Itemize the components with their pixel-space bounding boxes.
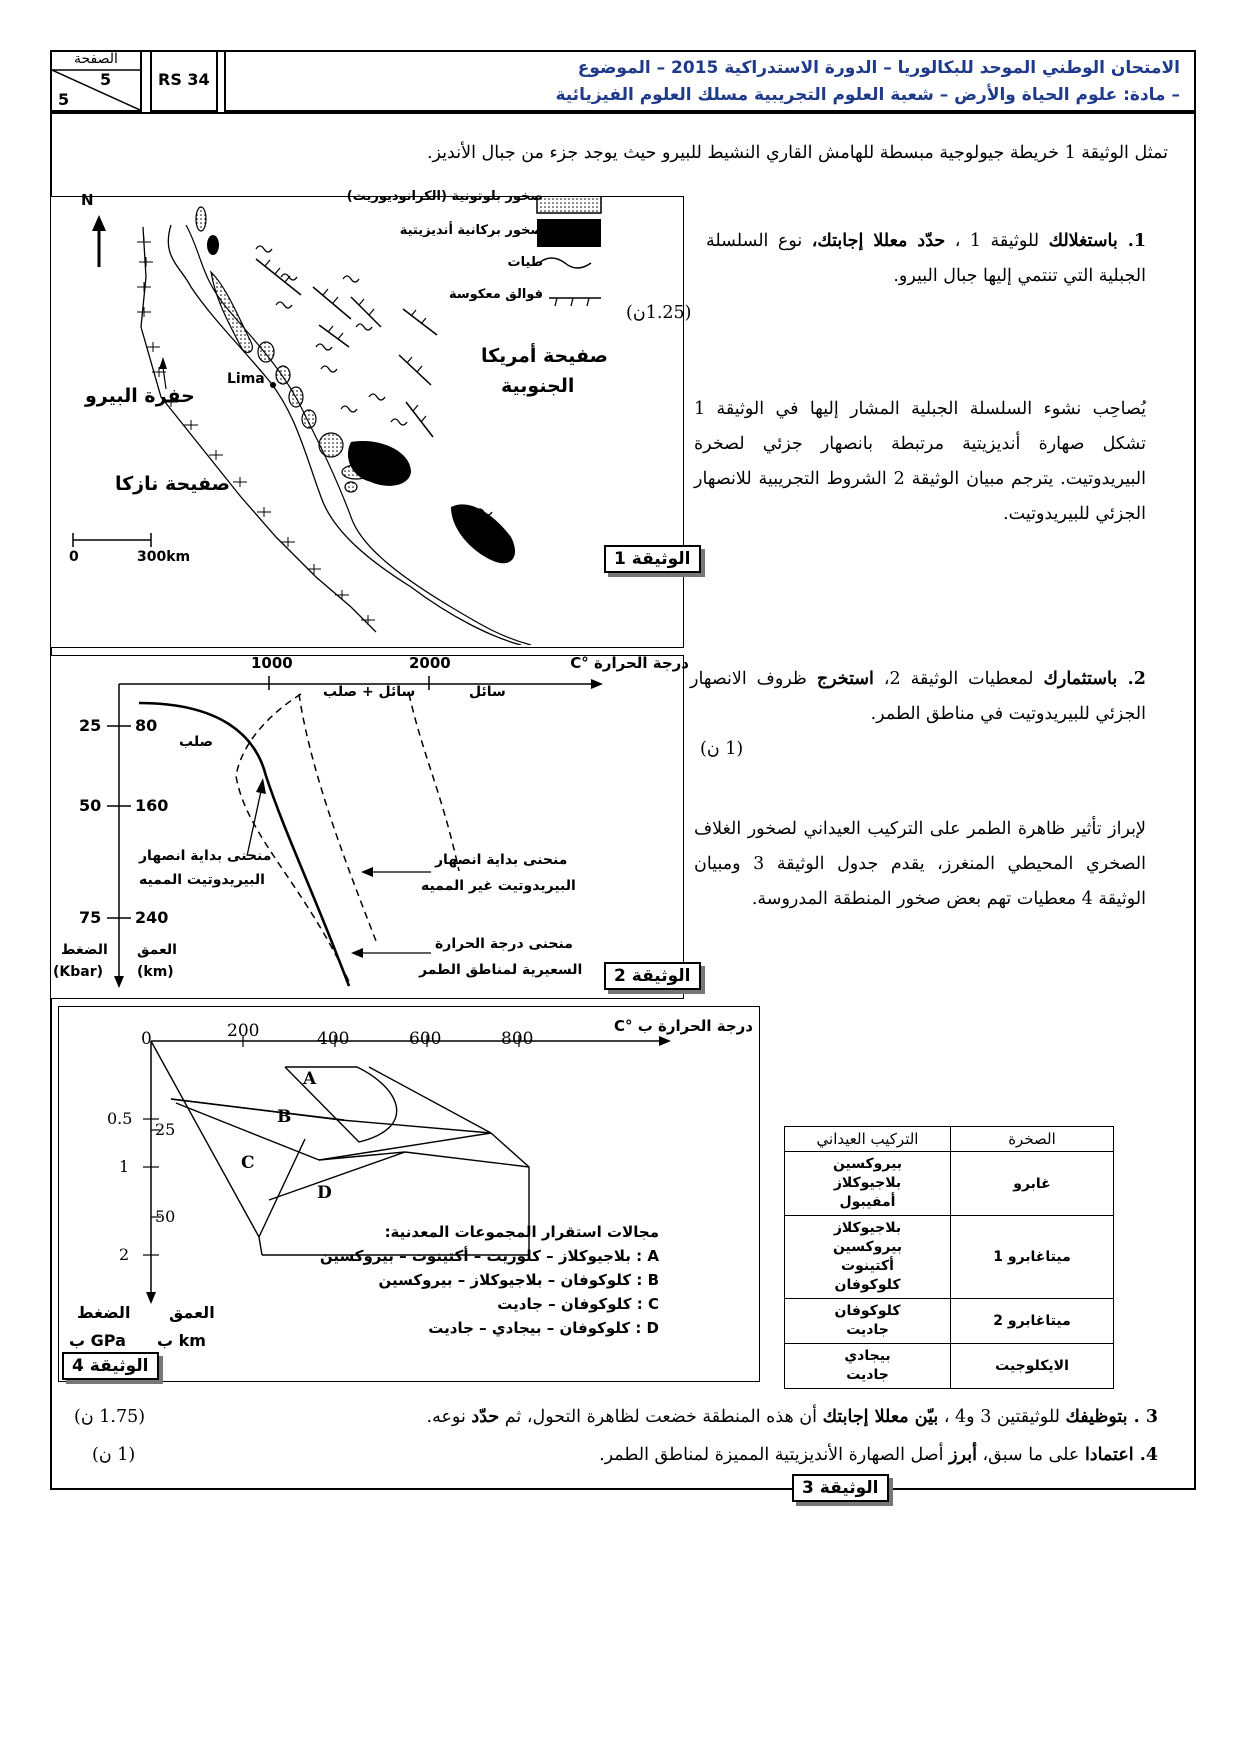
table-row — [785, 1299, 1114, 1344]
doc4-p-05: 0.5 — [107, 1109, 133, 1128]
doc2-d-80: 80 — [135, 716, 158, 735]
header-divider — [50, 112, 1196, 114]
mineral-item: بيجادي — [844, 1348, 891, 1364]
label-south-america-plate-2: الجنوبية — [501, 375, 575, 397]
exam-title-line2: – مادة: علوم الحياة والأرض – شعبة العلوم التجريبية مسلك العلوم الفيزيائية — [555, 85, 1180, 105]
label-peru-trench: حفرة البيرو — [85, 385, 195, 407]
q1-verb: حدّد معللا إجابتك، — [811, 231, 946, 251]
doc2-d-160: 160 — [135, 796, 169, 815]
exam-title-box — [224, 50, 1196, 112]
doc4-legend-b: B : كلوكوفان – بلاجيوكلاز – بيروكسين — [378, 1271, 659, 1289]
question-3 — [427, 1402, 1158, 1432]
doc4-legend-a: A : بلاجيوكلاز – كلوريت – أكتينوت – بيروكسين — [319, 1247, 659, 1265]
doc4-tick-0: 0 — [141, 1029, 152, 1049]
doc4-legend-c: C : كلوكوفان – جاديت — [497, 1295, 659, 1313]
q3-lead: 3 . بتوظيفك — [1065, 1407, 1158, 1427]
doc3-col-composition: التركيب العيداني — [785, 1127, 951, 1152]
doc2-dry-curve-1: منحنى بداية انصهار — [435, 852, 568, 868]
legend-plutonic: صخور بلوتونية (الكرانوديوريت) — [346, 189, 543, 204]
q3-rest2: نوعه. — [426, 1407, 466, 1427]
mineral-item: أمفيبول — [839, 1194, 896, 1210]
q2-points: (1 ن) — [700, 739, 744, 759]
doc3-minerals-cell — [785, 1152, 951, 1216]
mineral-item: جاديت — [846, 1322, 889, 1338]
q2-lead: 2. باستثمارك — [1043, 669, 1146, 689]
q2-verb: استخرج — [816, 669, 874, 689]
doc1-label-wrap — [604, 545, 701, 573]
context-paragraph: يُصاحِب نشوء السلسلة الجبلية المشار إليها في الوثيقة 1 تشكل صهارة أنديزيتية مرتبطة بانصهار جزئي لصخرة البيريدوتيت. يترجم مبيان الوثيقة 2 الشروط التجريبية للانصهار الجزئي للبيريدوتيت. — [694, 399, 1146, 524]
q3-verb: بيّن معللا إجابتك — [822, 1407, 939, 1427]
table-row — [785, 1216, 1114, 1299]
table-row — [785, 1152, 1114, 1216]
doc2-depth: العمق — [137, 942, 177, 958]
q1-rest: نوع السلسلة الجبلية التي تنتمي إليها جبال البيرو. — [706, 231, 1146, 286]
metamorphism-intro: لإبراز تأثير ظاهرة الطمر على التركيب العيداني لصخور الغلاف الصخري المحيطي المنغرز، يقدم جدول الوثيقة 3 ومبيان الوثيقة 4 معطيات تهم بعض صخور المنطقة المدروسة. — [694, 819, 1146, 909]
mineral-item: أكتينوت — [841, 1258, 894, 1274]
doc2-pressure: الضغط — [61, 942, 108, 958]
doc3-minerals-cell — [785, 1216, 951, 1299]
label-lima: Lima — [227, 371, 265, 387]
exam-code-box — [150, 50, 218, 112]
doc2-pressure-unit: (Kbar) — [53, 964, 104, 980]
label-south-america-plate-1: صفيحة أمريكا — [481, 345, 609, 367]
doc4-d-50: 50 — [155, 1207, 176, 1226]
q4-mid: على ما سبق، — [982, 1445, 1080, 1465]
doc4-legend-title: مجالات استقرار المجموعات المعدنية: — [384, 1223, 659, 1241]
scale-300km: 300km — [137, 549, 191, 565]
doc2-p-25: 25 — [79, 716, 102, 735]
doc3-col-rock: الصخرة — [951, 1127, 1114, 1152]
doc2-geotherm-2: السعيرية لمناطق الطمر — [419, 962, 583, 978]
doc4-graph — [58, 1006, 760, 1382]
doc3-rock-cell: ميتاغابرو 1 — [951, 1216, 1114, 1299]
doc4-temp-axis: درجة الحرارة ب °C — [613, 1017, 753, 1035]
doc3-minerals-cell — [785, 1344, 951, 1389]
doc3-rock-cell: الايكلوجيت — [951, 1344, 1114, 1389]
doc3-table — [784, 1126, 1114, 1389]
doc2-solid: صلب — [179, 734, 214, 750]
doc1-map — [50, 189, 684, 648]
q3-points: (1.75 ن) — [74, 1407, 146, 1427]
q4-verb: أبرز — [949, 1445, 977, 1465]
mineral-item: كلوكوفان — [834, 1303, 901, 1319]
doc4-zone-a: A — [303, 1069, 317, 1089]
doc3-minerals-cell — [785, 1299, 951, 1344]
table-row — [785, 1344, 1114, 1389]
q4-rest: أصل الصهارة الأنديزيتية المميزة لمناطق الطمر. — [599, 1445, 944, 1465]
doc2-dry-curve-2: البيريدوتيت غير المميه — [421, 878, 576, 894]
q2-rest: ظروف الانصهار الجزئي للبيريدوتيت في مناطق الطمر. — [690, 669, 1146, 724]
q1-mid: للوثيقة 1 ، — [954, 231, 1040, 251]
doc2-tick-2000: 2000 — [409, 654, 451, 672]
exam-code: RS 34 — [158, 70, 210, 89]
doc4-p-2: 2 — [119, 1245, 130, 1264]
doc4-p-1: 1 — [119, 1157, 130, 1176]
doc3-table-wrap — [784, 1126, 1114, 1389]
page-label: الصفحة — [74, 51, 118, 67]
doc2-p-75: 75 — [79, 908, 102, 927]
doc4-label: الوثيقة 4 — [62, 1352, 159, 1380]
doc4-zone-d: D — [317, 1183, 332, 1203]
doc3-label-wrap — [792, 1474, 889, 1502]
doc4-zone-c: C — [241, 1153, 255, 1173]
label-nazca-plate: صفيحة نازكا — [115, 473, 231, 495]
doc2-tick-1000: 1000 — [251, 654, 293, 672]
q2-mid: لمعطيات الوثيقة 2، — [883, 669, 1034, 689]
q1-points: (1.25ن) — [626, 303, 692, 323]
doc2-liquid: سائل — [469, 684, 506, 700]
question-1 — [706, 224, 1146, 294]
doc4-depth-unit: ب km — [157, 1331, 206, 1350]
doc3-header-row — [785, 1127, 1114, 1152]
doc1-map-drawing — [51, 197, 681, 645]
doc4-depth: العمق — [169, 1303, 215, 1322]
doc4-tick-400: 400 — [317, 1029, 350, 1049]
question-2 — [690, 662, 1146, 732]
doc3-rock-cell: غابرو — [951, 1152, 1114, 1216]
mineral-item: بيروكسين — [832, 1156, 903, 1172]
question-4 — [599, 1440, 1158, 1470]
doc4-legend-d: D : كلوكوفان – بيجادي – جاديت — [428, 1319, 659, 1337]
doc2-p-50: 50 — [79, 796, 102, 815]
doc2-solid-liquid: سائل + صلب — [323, 684, 416, 700]
doc2-label-wrap — [604, 962, 701, 990]
intro-text: تمثل الوثيقة 1 خريطة جيولوجية مبسطة للهامش القاري النشيط للبيرو حيث يوجد جزء من جبال الأنديز. — [426, 143, 1168, 163]
doc2-graph — [50, 654, 689, 999]
q1-lead: 1. باستغلالك — [1048, 231, 1146, 251]
doc4-pressure: الضغط — [77, 1303, 131, 1322]
scale-zero: 0 — [69, 549, 79, 565]
doc4-tick-200: 200 — [227, 1021, 260, 1041]
q4-points: (1 ن) — [92, 1445, 136, 1465]
page-number: 5 — [100, 70, 112, 89]
doc3-label: الوثيقة 3 — [792, 1474, 889, 1502]
doc2-depth-unit: (km) — [137, 964, 174, 980]
legend-reverse-faults: فوالق معكوسة — [448, 287, 543, 302]
doc4-tick-600: 600 — [409, 1029, 442, 1049]
legend-folds: طيات — [507, 255, 543, 270]
page-number-box — [50, 50, 142, 112]
q3-verb2: حدّد — [471, 1407, 500, 1427]
doc2-d-240: 240 — [135, 908, 169, 927]
q3-mid: للوثيقتين 3 و4 ، — [943, 1407, 1060, 1427]
doc3-rock-cell: ميتاغابرو 2 — [951, 1299, 1114, 1344]
doc2-label: الوثيقة 2 — [604, 962, 701, 990]
doc1-label: الوثيقة 1 — [604, 545, 701, 573]
doc4-pressure-unit: ب GPa — [69, 1331, 126, 1350]
doc4-d-25: 25 — [155, 1120, 176, 1139]
doc2-wet-curve-1: منحنى بداية انصهار — [139, 848, 272, 864]
doc2-wet-curve-2: البيريدوتيت المميه — [139, 872, 265, 888]
mineral-item: جاديت — [846, 1367, 889, 1383]
mineral-item: كلوكوفان — [834, 1277, 901, 1293]
legend-volcanic: صخور بركانية أنديزيتية — [399, 223, 543, 238]
doc4-zone-b: B — [277, 1107, 292, 1127]
mineral-item: بيروكسين — [832, 1239, 903, 1255]
doc2-temp-axis: درجة الحرارة °C — [570, 654, 689, 672]
exam-title-line1: الامتحان الوطني الموحد للبكالوريا – الدورة الاستدراكية 2015 – الموضوع — [577, 58, 1180, 78]
q3-rest: أن هذه المنطقة خضعت لظاهرة التحول، ثم — [504, 1407, 818, 1427]
q4-lead: 4. اعتمادا — [1084, 1445, 1158, 1465]
north-label: N — [81, 191, 94, 209]
doc4-tick-800: 800 — [501, 1029, 534, 1049]
page-total: 5 — [58, 90, 70, 109]
doc2-geotherm-1: منحنى درجة الحرارة — [435, 936, 573, 952]
mineral-item: بلاجيوكلاز — [833, 1175, 902, 1191]
mineral-item: بلاجيوكلاز — [833, 1220, 902, 1236]
doc4-label-wrap — [62, 1352, 159, 1380]
